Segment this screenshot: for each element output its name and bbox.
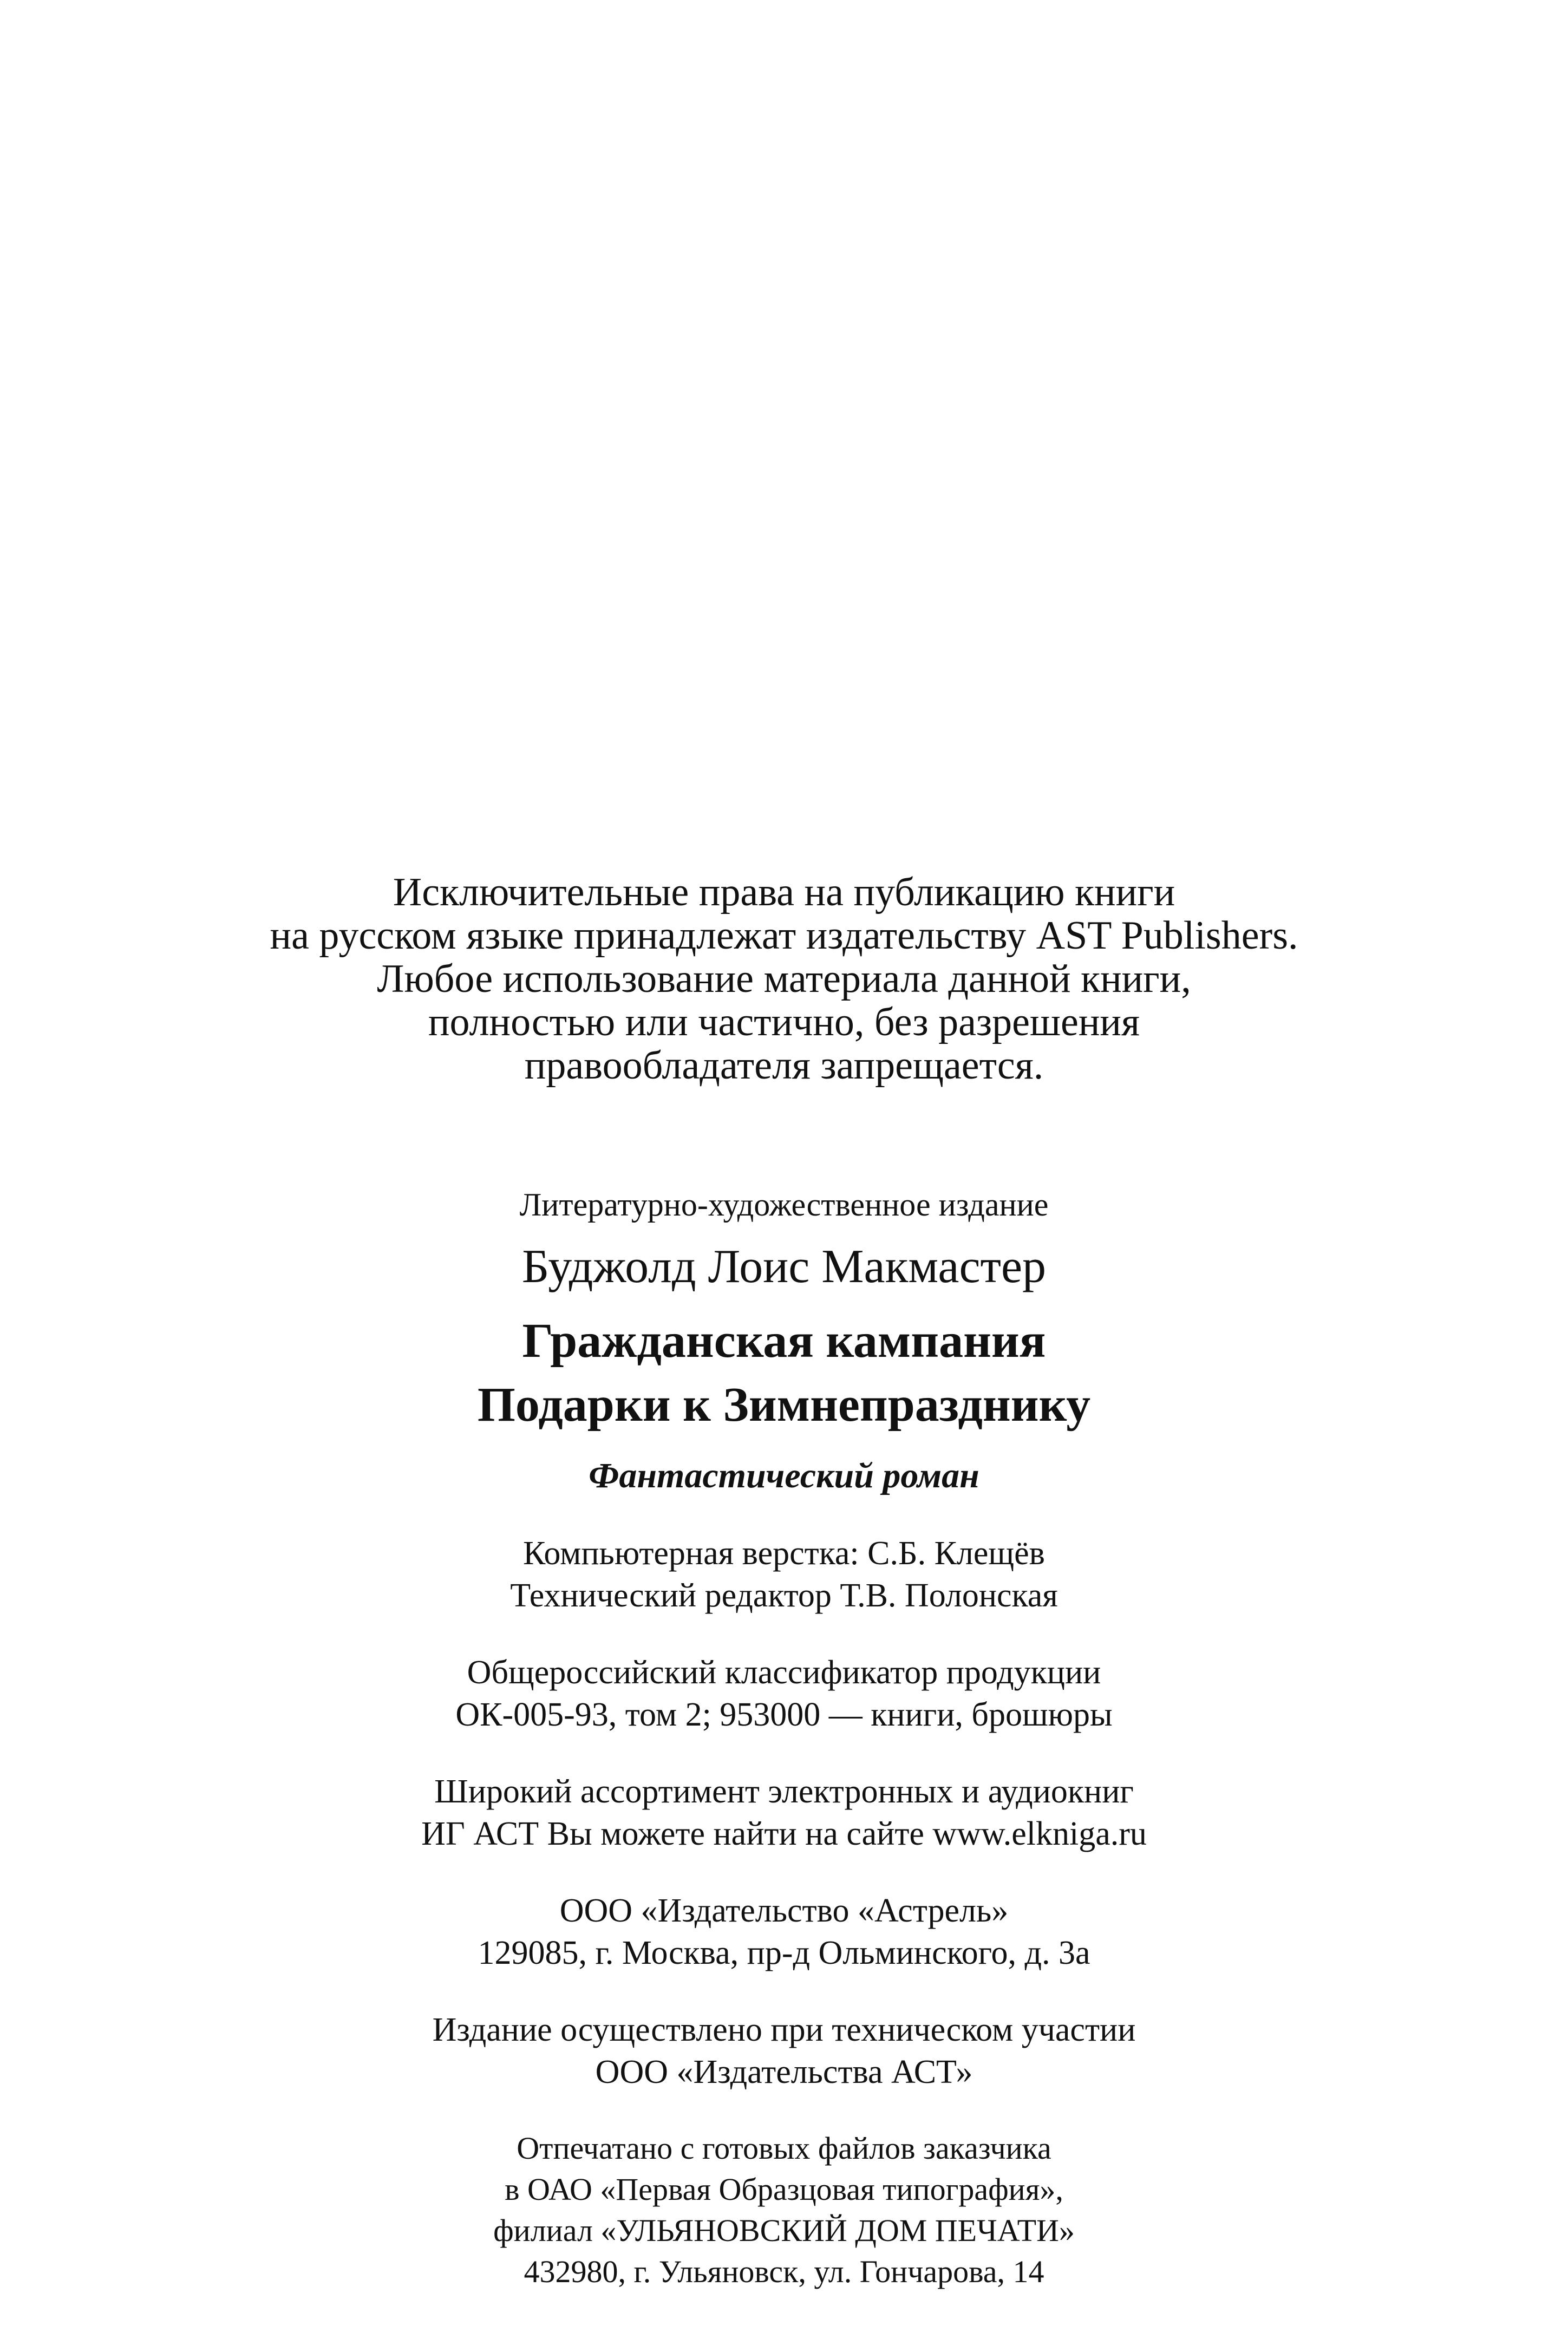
credits-line: Технический редактор Т.В. Полонская xyxy=(510,1577,1058,1614)
author-name-text: Буджолд Лоис Макмастер xyxy=(521,1240,1047,1293)
rights-notice xyxy=(0,871,1568,1087)
publisher-line: 129085, г. Москва, пр-д Ольминского, д. 3а xyxy=(478,1935,1090,1971)
credits xyxy=(0,1532,1568,1617)
printer-info xyxy=(0,2128,1568,2292)
technical-participation-line: Издание осуществлено при техническом участии xyxy=(432,2011,1136,2048)
rights-notice-line: Исключительные права на публикацию книги xyxy=(393,870,1175,914)
product-classifier xyxy=(0,1651,1568,1736)
printer-line: в ОАО «Первая Образцовая типография», xyxy=(505,2172,1063,2207)
edition-type xyxy=(0,1186,1568,1224)
genre-text: Фантастический роман xyxy=(589,1456,979,1495)
book-titles xyxy=(0,1309,1568,1437)
author-name xyxy=(0,1240,1568,1294)
ebook-shop-notice xyxy=(0,1770,1568,1855)
book-title: Подарки к Зимнепразднику xyxy=(477,1378,1091,1432)
printer-line: 432980, г. Ульяновск, ул. Гончарова, 14 xyxy=(524,2254,1044,2289)
classifier-line: Общероссийский классификатор продукции xyxy=(467,1654,1101,1691)
genre xyxy=(0,1454,1568,1498)
ebook-shop-line: ИГ АСТ Вы можете найти на сайте www.elkniga.ru xyxy=(421,1815,1147,1852)
technical-participation xyxy=(0,2009,1568,2093)
classifier-line: ОК-005-93, том 2; 953000 — книги, брошюры xyxy=(455,1696,1113,1733)
printer-line: филиал «УЛЬЯНОВСКИЙ ДОМ ПЕЧАТИ» xyxy=(493,2213,1075,2248)
rights-notice-line: правообладателя запрещается. xyxy=(524,1043,1044,1088)
printer-line: Отпечатано с готовых файлов заказчика xyxy=(517,2131,1051,2166)
book-title: Гражданская кампания xyxy=(522,1314,1046,1368)
edition-type-text: Литературно-художественное издание xyxy=(519,1187,1049,1223)
publisher-info xyxy=(0,1890,1568,1974)
ebook-shop-line: Широкий ассортимент электронных и аудиокниг xyxy=(434,1773,1134,1810)
rights-notice-line: полностью или частично, без разрешения xyxy=(428,1000,1140,1044)
rights-notice-line: на русском языке принадлежат издательству AST Publishers. xyxy=(270,913,1298,958)
technical-participation-line: ООО «Издательства АСТ» xyxy=(595,2054,973,2090)
credits-line: Компьютерная верстка: С.Б. Клещёв xyxy=(523,1535,1045,1572)
rights-notice-line: Любое использование материала данной книги, xyxy=(377,957,1191,1001)
publisher-line: ООО «Издательство «Астрель» xyxy=(559,1892,1009,1929)
